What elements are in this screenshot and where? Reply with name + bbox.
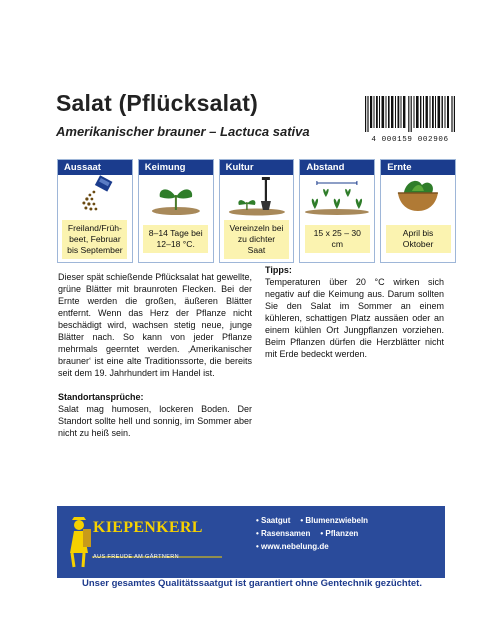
- card-keimung: [138, 159, 214, 263]
- card-label: Vereinzeln bei zu dichter Saat: [224, 220, 289, 259]
- location-heading: Standortansprüche:: [58, 392, 144, 402]
- card-kultur: [219, 159, 295, 263]
- card-ernte: [380, 159, 456, 263]
- tips-text: Temperaturen über 20 °C wirken sich negativ auf die Keimung aus. Darum sollten Sie den Salat im Sommer an einem kühleren, schattigen Platz aussäen oder an einem kühlen Ort Jungpflanzen vorziehen. Beim Pflanzen dürfen die Herzblätter nicht mit Erde bedeckt werden.: [265, 277, 444, 359]
- card-abstand: [299, 159, 375, 263]
- tips-heading: Tipps:: [265, 265, 292, 275]
- seed-bag-icon: [58, 175, 132, 216]
- barcode-number: 4 000159 002906: [371, 136, 449, 144]
- brand-product-list: [256, 514, 368, 553]
- card-header: Ernte: [381, 160, 455, 175]
- tips-column: [265, 264, 444, 360]
- harvest-bowl-icon: [381, 175, 455, 216]
- brand-item: • Rasensamen: [256, 529, 311, 538]
- brand-tagline: AUS FREUDE AM GÄRTNERN: [93, 554, 180, 560]
- sprout-icon: [139, 175, 213, 216]
- brand-item: • Saatgut: [256, 516, 291, 525]
- card-label: 15 x 25 – 30 cm: [305, 225, 370, 253]
- product-subtitle: Amerikanischer brauner – Lactuca sativa: [56, 124, 310, 139]
- description-column: [58, 271, 252, 439]
- barcode-icon: [365, 96, 455, 132]
- cultivation-icon-strip: [57, 159, 456, 263]
- product-title: Salat (Pflücksalat): [56, 90, 258, 116]
- brand-name: KIEPENKERL: [93, 519, 203, 536]
- brand-item: • Pflanzen: [320, 529, 359, 538]
- spacing-plants-icon: [300, 175, 374, 216]
- card-label: Freiland/Früh-beet, Februar bis September: [62, 220, 127, 259]
- gmo-free-footer: Unser gesamtes Qualitätssaatgut ist garantiert ohne Gentechnik gezüchtet.: [82, 578, 422, 589]
- description-text: Dieser spät schießende Pflücksalat hat gewellte, grüne Blätter mit braunroten Flecken. Bei der Ernte werden die großen, äußeren Blätter entfernt. Wenn das Herz der Pflanze nicht beschädigt wird, wachsen stetig neue, junge Blätter nach. So kann von jeder Pflanze mehrmals geerntet werden. ‚Amerikanischer brauner‘ ist eine alte Traditionssorte, die bereits seit dem 19. Jahrhundert im Handel ist.: [58, 272, 252, 378]
- card-header: Kultur: [220, 160, 294, 175]
- brand-item: • Blumenzwiebeln: [300, 516, 369, 525]
- brand-website[interactable]: • www.nebelung.de: [256, 542, 329, 551]
- spade-plant-icon: [220, 175, 294, 216]
- card-label: April bis Oktober: [386, 225, 451, 253]
- card-label: 8–14 Tage bei 12–18 °C.: [143, 225, 208, 253]
- card-aussaat: [57, 159, 133, 263]
- location-text: Salat mag humosen, lockeren Boden. Der Standort sollte hell und sonnig, im Sommer aber nicht zu heiß sein.: [58, 404, 252, 438]
- card-header: Aussaat: [58, 160, 132, 175]
- card-header: Abstand: [300, 160, 374, 175]
- card-header: Keimung: [139, 160, 213, 175]
